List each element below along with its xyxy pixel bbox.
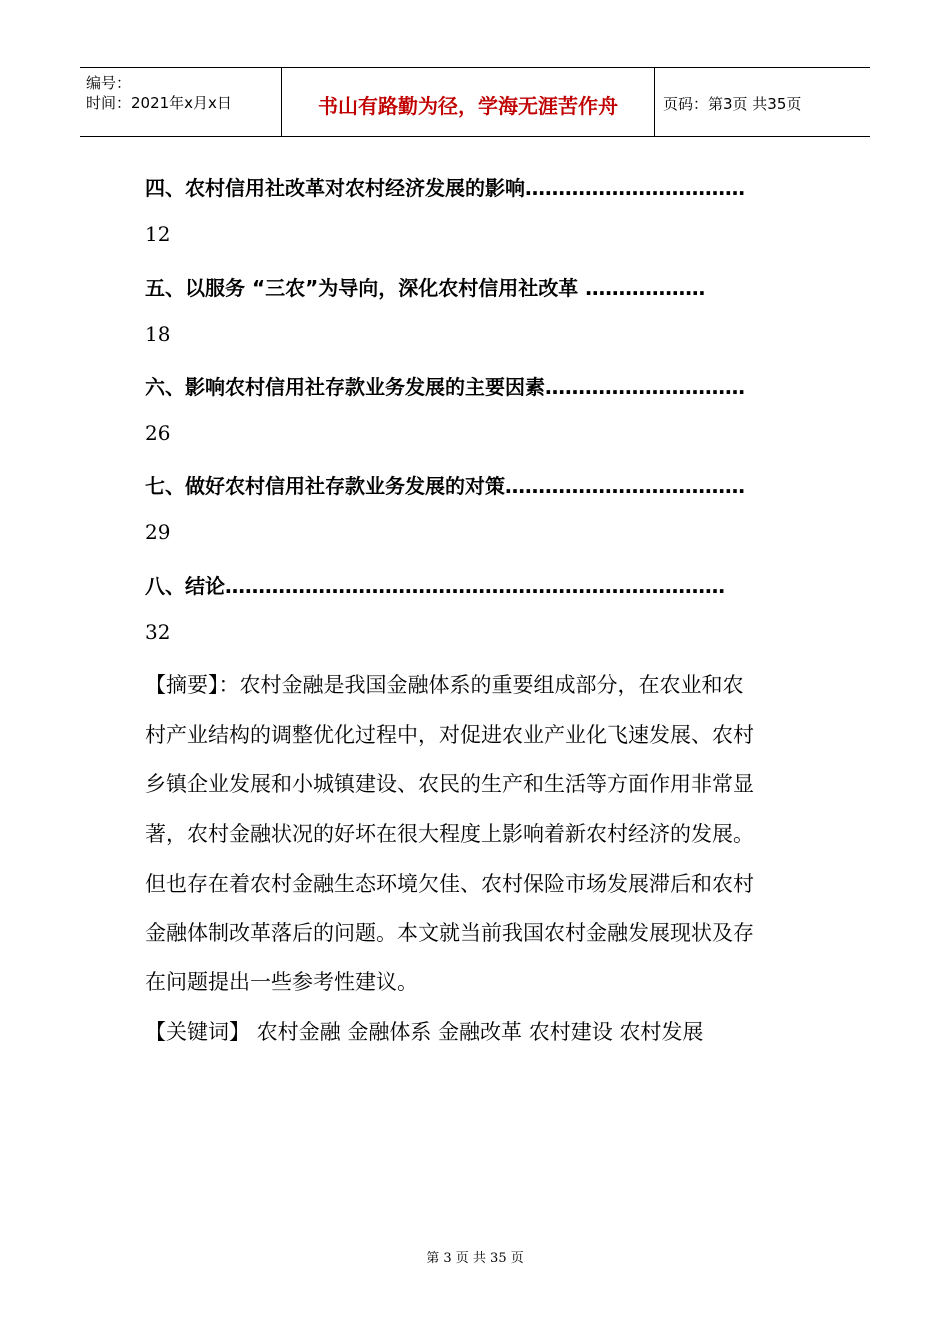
abstract-line: 但也存在着农村金融生态环境欠佳、农村保险市场发展滞后和农村 — [145, 872, 754, 896]
keywords: 【关键词】 农村金融 金融体系 金融改革 农村建设 农村发展 — [145, 1020, 704, 1044]
toc-entry-page: 32 — [145, 620, 171, 644]
toc-entry-page: 29 — [145, 520, 171, 544]
toc-entry-title: 四、农村信用社改革对农村经济发展的影响…………………………… — [145, 176, 745, 200]
abstract-line: 【摘要】：农村金融是我国金融体系的重要组成部分，在农业和农 — [145, 673, 744, 697]
toc-entry-title: 七、做好农村信用社存款业务发展的对策……………………………… — [145, 474, 745, 498]
toc-entry-title: 八、结论………………………………………………………………… — [145, 574, 725, 598]
time-label: 时间：2021年x月x日 — [86, 94, 232, 112]
toc-entry-title: 五、以服务 “三农”为导向，深化农村信用社改革 ……………… — [145, 276, 706, 300]
abstract-line: 著，农村金融状况的好坏在很大程度上影响着新农村经济的发展。 — [145, 822, 754, 846]
toc-entry-page: 18 — [145, 322, 171, 346]
number-label: 编号： — [86, 74, 132, 92]
header-meta — [80, 68, 282, 136]
page-header — [80, 67, 870, 137]
toc-entry-page: 26 — [145, 421, 171, 445]
abstract-line: 村产业结构的调整优化过程中，对促进农业产业化飞速发展、农村 — [145, 723, 754, 747]
motto: 书山有路勤为径，学海无涯苦作舟 — [318, 94, 618, 118]
page-footer: 第 3 页 共 35 页 — [426, 1251, 524, 1266]
header-motto-cell — [282, 68, 655, 136]
toc-entry-page: 12 — [145, 222, 171, 246]
page-info: 页码：第3页 共35页 — [663, 95, 802, 113]
toc-entry-title: 六、影响农村信用社存款业务发展的主要因素………………………… — [145, 375, 745, 399]
abstract-line: 在问题提出一些参考性建议。 — [145, 970, 418, 994]
abstract-line: 乡镇企业发展和小城镇建设、农民的生产和生活等方面作用非常显 — [145, 772, 754, 796]
abstract-line: 金融体制改革落后的问题。本文就当前我国农村金融发展现状及存 — [145, 921, 754, 945]
